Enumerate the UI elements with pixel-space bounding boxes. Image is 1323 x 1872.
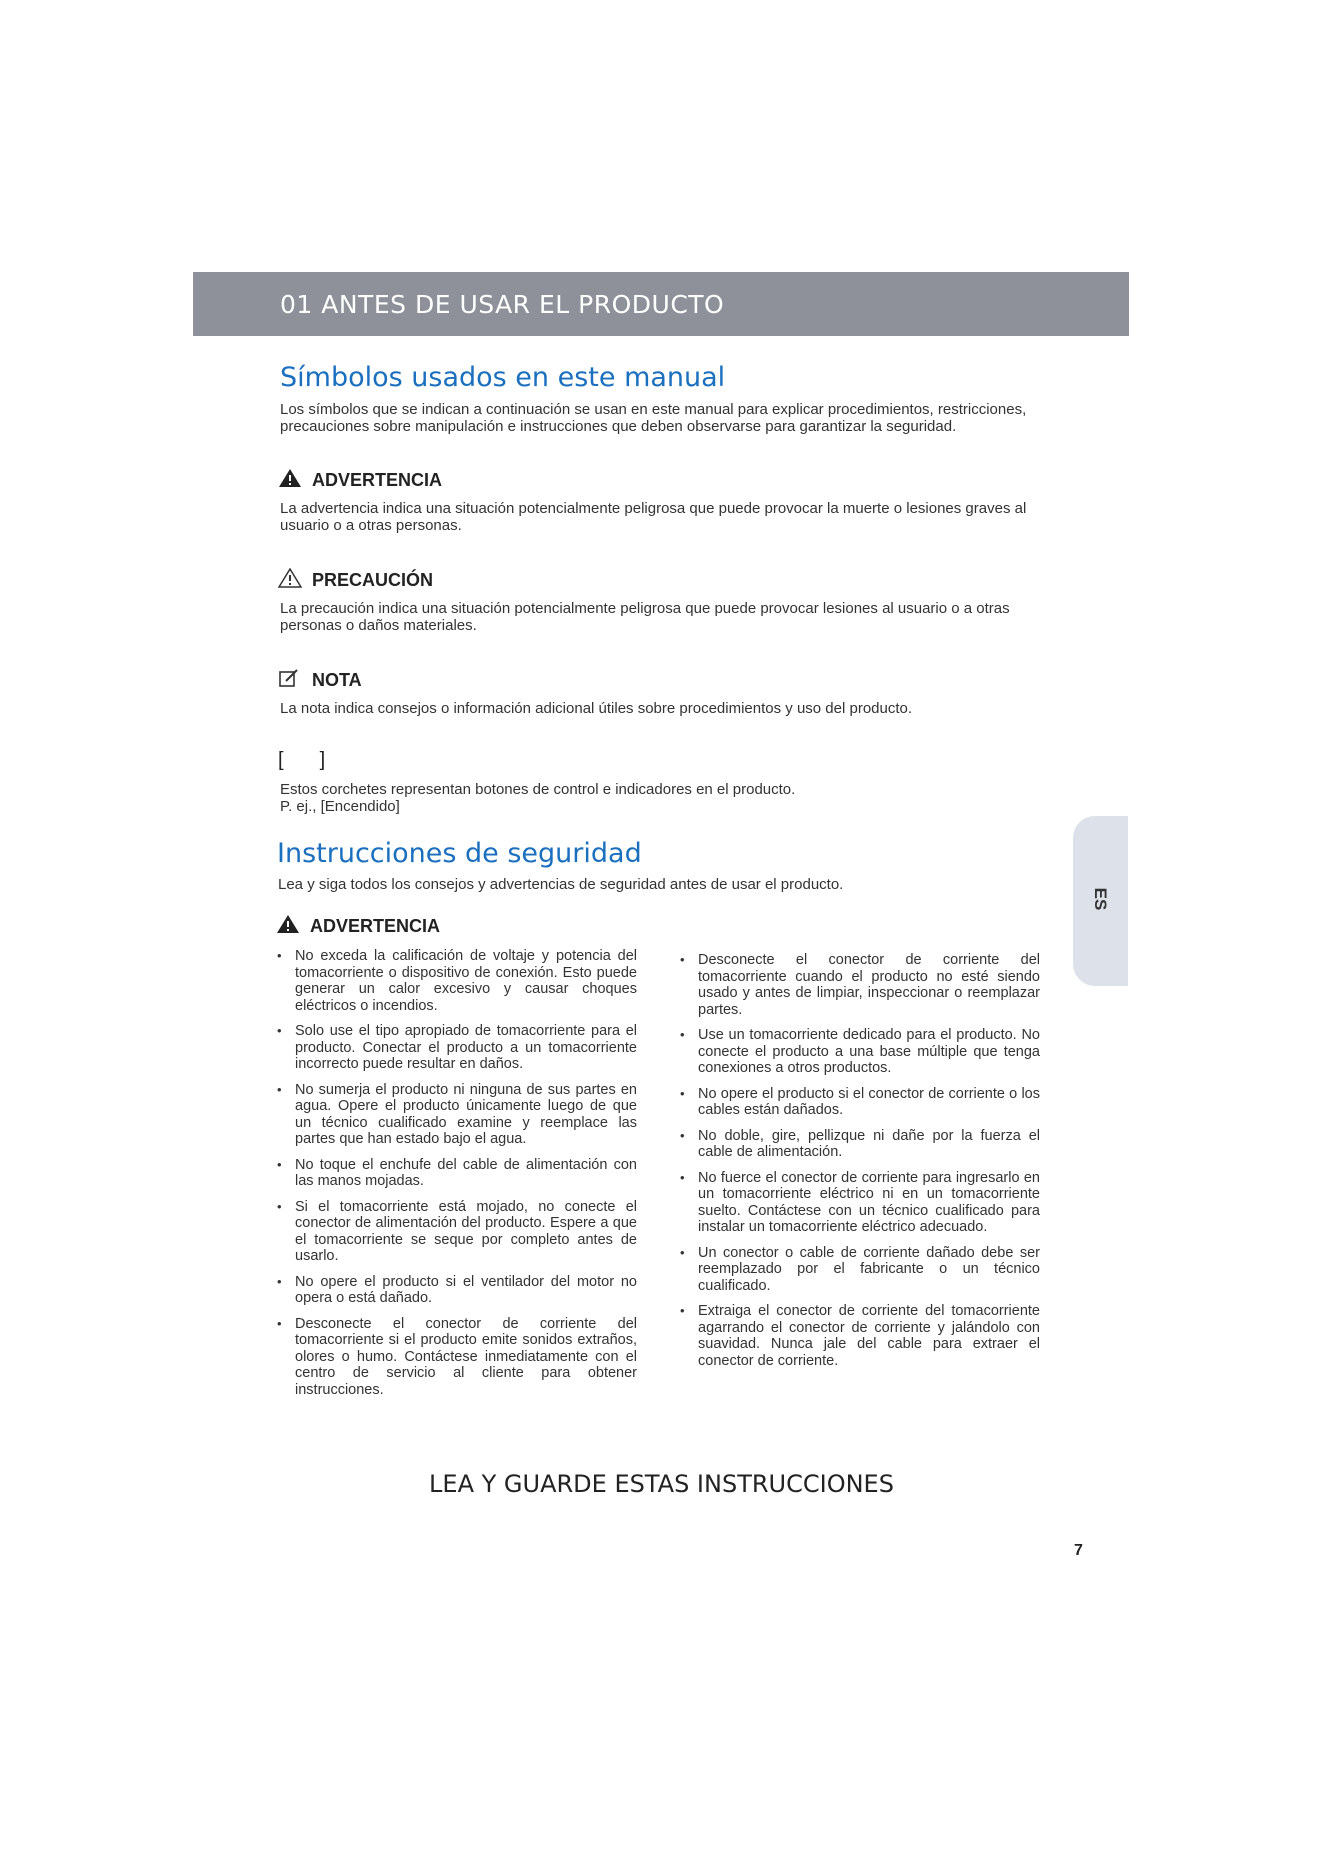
list-item: • No toque el enchufe del cable de alimentación con las manos mojadas. [277,1157,637,1190]
language-tab-label: ES [1091,887,1110,911]
bracket-description: Estos corchetes representan botones de control e indicadores en el producto. [280,781,796,798]
list-item: • No opere el producto si el conector de corriente o los cables están dañados. [680,1086,1040,1119]
warning-description: La advertencia indica una situación potencialmente peligrosa que puede provocar la muerte o lesiones graves al usuario o a otras personas. [280,500,1027,534]
language-tab [1073,816,1128,986]
section-header-title: 01 ANTES DE USAR EL PRODUCTO [280,289,725,319]
section-header [193,272,1129,336]
warning-icon [278,468,306,493]
list-item: • No doble, gire, pellizque ni dañe por la fuerza el cable de alimentación. [680,1128,1040,1161]
list-item: • Desconecte el conector de corriente del tomacorriente si el producto emite sonidos extraños, olores o humo. Contáctese inmediatamente con el centro de servicio al cliente para obtener instrucciones. [277,1316,637,1399]
safety-intro: Lea y siga todos los consejos y advertencias de seguridad antes de usar el producto. [278,876,844,893]
list-item: • Solo use el tipo apropiado de tomacorriente para el producto. Conectar el producto a un tomacorriente incorrecto puede resultar en daños. [277,1023,637,1073]
caution-icon [278,568,306,593]
note-description: La nota indica consejos o información adicional útiles sobre procedimientos y uso del producto. [280,700,913,717]
list-item: • No sumerja el producto ni ninguna de sus partes en agua. Opere el producto únicamente luego de que un técnico cualificado examine y reemplace las partes que han estado bajo el agua. [277,1082,637,1148]
note-symbol-title: NOTA [278,668,362,693]
bracket-example: P. ej., [Encendido] [280,798,400,815]
safety-list-right [680,952,1040,1378]
warning-icon [276,914,304,939]
list-item: • No exceda la calificación de voltaje y potencia del tomacorriente o dispositivo de conexión. Esto puede generar un calor excesivo y causar choques eléctricos o incendios. [277,948,637,1014]
list-item: • Un conector o cable de corriente dañado debe ser reemplazado por el fabricante o un técnico cualificado. [680,1245,1040,1295]
page-number: 7 [1074,1542,1083,1559]
safety-list-left [277,948,637,1407]
list-item: • Desconecte el conector de corriente del tomacorriente cuando el producto no esté siendo usado y antes de limpiar, inspeccionar o reemplazar partes. [680,952,1040,1018]
caution-description: La precaución indica una situación potencialmente peligrosa que puede provocar lesiones al usuario o a otras personas o daños materiales. [280,600,1010,634]
safety-warning-title: ADVERTENCIA [276,914,440,939]
list-item: • No opere el producto si el ventilador del motor no opera o está dañado. [277,1274,637,1307]
list-item: • No fuerce el conector de corriente para ingresarlo en un tomacorriente eléctrico ni en un tomacorriente suelto. Contáctese con un técnico cualificado para instalar un tomacorriente eléctrico adecuado. [680,1170,1040,1236]
symbols-intro: Los símbolos que se indican a continuación se usan en este manual para explicar procedimientos, restricciones, precauciones sobre manipulación e instrucciones que deben observarse para garantizar la seguridad. [280,401,1027,435]
warning-symbol-title: ADVERTENCIA [278,468,442,493]
footer-title: LEA Y GUARDE ESTAS INSTRUCCIONES [429,1470,894,1498]
bracket-symbol: [ ] [278,749,328,771]
list-item: • Si el tomacorriente está mojado, no conecte el conector de alimentación del producto. Espere a que el tomacorriente se seque por completo antes de usarlo. [277,1199,637,1265]
safety-heading: Instrucciones de seguridad [277,838,642,869]
caution-symbol-title: PRECAUCIÓN [278,568,433,593]
list-item: • Use un tomacorriente dedicado para el producto. No conecte el producto a una base múltiple que tenga conexiones a otros productos. [680,1027,1040,1077]
note-pencil-icon [278,668,306,693]
symbols-heading: Símbolos usados en este manual [280,362,726,393]
list-item: • Extraiga el conector de corriente del tomacorriente agarrando el conector de corriente y jalándolo con suavidad. Nunca jale del cable para extraer el conector de corriente. [680,1303,1040,1369]
